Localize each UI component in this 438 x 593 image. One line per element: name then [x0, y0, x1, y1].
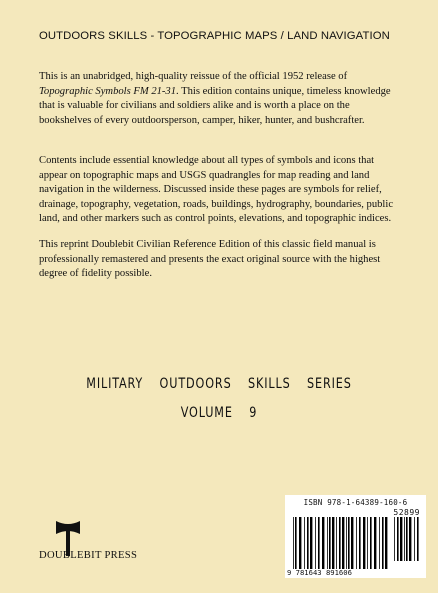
ean-barcode-bars	[293, 517, 389, 569]
barcode-bar	[336, 517, 337, 569]
barcode-bar	[327, 517, 328, 569]
barcode-bar	[339, 517, 341, 569]
isbn-digits: 9 781643 891606	[287, 568, 352, 577]
barcode-bar	[307, 517, 309, 569]
publisher-name: DOUBLEBIT PRESS	[39, 550, 138, 561]
barcode-bar	[406, 517, 408, 561]
series-volume: VOLUME 9	[180, 405, 258, 421]
header-title: OUTDOORS SKILLS - TOPOGRAPHIC MAPS / LAND NAVIGATION	[39, 30, 390, 42]
barcode-bar	[318, 517, 320, 569]
isbn-barcode	[285, 495, 426, 578]
barcode-bar	[382, 517, 384, 569]
barcode-bar	[346, 517, 347, 569]
barcode-bar	[310, 517, 312, 569]
barcode-bar	[397, 517, 399, 561]
barcode-bar	[315, 517, 316, 569]
barcode-bar	[394, 517, 395, 561]
barcode-bar	[293, 517, 294, 569]
barcode-bar	[295, 517, 297, 569]
p1-text-end: . This edition contains unique, timeless knowledge that is valuable for civilians and soldiers alike and is worth a place on the bookshelves of every outdoorsperson, camper, hiker, hunter, and bushcrafter.	[39, 85, 391, 126]
barcode-bar	[385, 517, 387, 569]
price-code: 52899	[393, 508, 420, 517]
barcode-bar	[322, 517, 324, 569]
barcode-bar	[367, 517, 368, 569]
barcode-bar	[363, 517, 365, 569]
barcode-bar	[299, 517, 301, 569]
barcode-bar	[370, 517, 372, 569]
barcode-bar	[329, 517, 331, 569]
barcode-bar	[332, 517, 334, 569]
description-paragraph-1	[39, 70, 401, 128]
description-paragraph-2: Contents include essential knowledge about all types of symbols and icons that appear on topographic maps and USGS quadrangles for map reading and land navigation in the wilderness. Discussed inside these pages are symbols for relief, drainage, topography, vegetation, roads, buildings, hydrography, boundaries, public land, and other markers such as control points, elevations, and topographic indices.	[39, 155, 394, 225]
barcode-bar	[348, 517, 350, 569]
description-paragraph-3: This reprint Doublebit Civilian Reference Edition of this classic field manual is professionally remastered and presents the exact original source with the highest degree of fidelity possible.	[39, 239, 381, 280]
barcode-bar	[374, 517, 376, 569]
barcode-bar	[351, 517, 353, 569]
barcode-bar	[404, 517, 405, 561]
barcode-bar	[409, 517, 411, 561]
barcode-bar	[356, 517, 357, 569]
barcode-bar	[379, 517, 380, 569]
barcode-bar	[400, 517, 402, 561]
barcode-bar	[342, 517, 344, 569]
barcode-bar	[417, 517, 419, 561]
barcode-bar	[304, 517, 305, 569]
p1-text-start: This is an unabridged, high-quality reissue of the official 1952 release of	[39, 71, 348, 82]
barcode-bar	[414, 517, 415, 561]
series-title: MILITARY OUTDOORS SKILLS SERIES	[86, 376, 352, 392]
p1-book-title: Topographic Symbols FM 21-31	[39, 85, 177, 97]
barcode-bar	[359, 517, 361, 569]
addon-barcode-bars	[394, 517, 422, 561]
isbn-label: ISBN 978-1-64389-160-6	[303, 498, 408, 507]
